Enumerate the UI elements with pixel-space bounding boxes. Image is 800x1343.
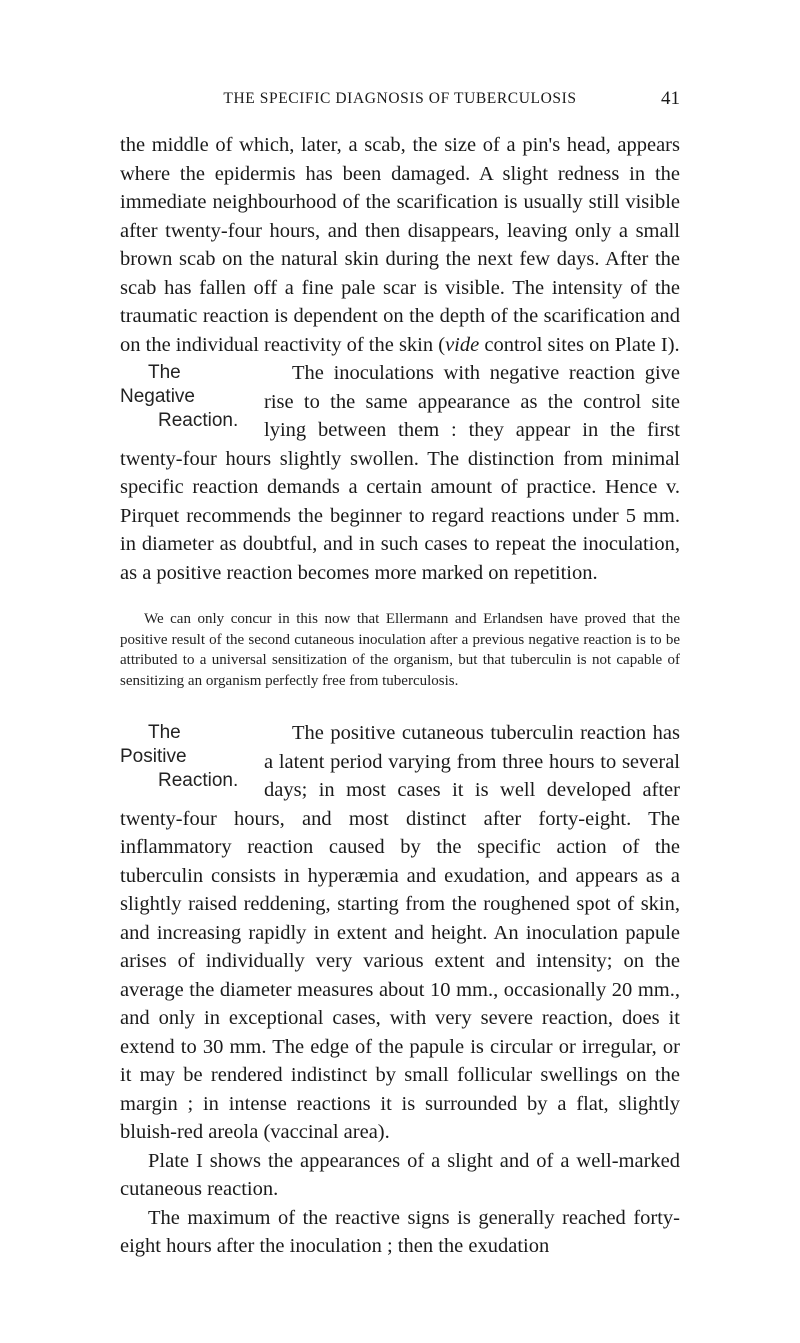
margin-heading-negative-line2: Reaction. — [158, 410, 239, 431]
paragraph-scab-text-a: the middle of which, later, a scab, the size of a pin's head, appears where the epidermis has been damaged. A slight redness in the immediate neighbourhood of the scarification is usually still visible after twenty-four hours, and then disappears, leaving only a small brown scab on the natural skin during the next few days. After the scab has fallen off a fine pale scar is visible. The intensity of the traumatic reaction is dependent on the depth of the scarification and on the individual reactivity of the skin ( — [120, 134, 680, 356]
paragraph-maximum: The maximum of the reactive signs is generally reached forty-eight hours after the inoculation ; then the exudation — [120, 1206, 680, 1257]
paragraph-plate: Plate I shows the appearances of a slight and of a well-marked cutaneous reaction. — [120, 1149, 680, 1200]
page-number: 41 — [661, 88, 680, 109]
body-text — [120, 131, 680, 1261]
paragraph-positive-text: The positive cutaneous tuberculin reaction has a latent period varying from three hours to several days; in most cases it is well developed after twenty-four hours, and most distinct after forty-eight. The inflammatory reaction caused by the specific action of the tuberculin consists in hyperæmia and exudation, and appears as a slightly raised reddening, starting from the roughened spot of skin, and increasing rapidly in extent and height. An inoculation papule arises of individually very various extent and intensity; on the average the diameter measures about 10 mm., occasionally 20 mm., and only in exceptional cases, with very severe reaction, does it extend to 30 mm. The edge of the papule is circular or irregular, or it may be rendered indistinct by small follicular swellings on the margin ; in intense reactions it is surrounded by a flat, slightly bluish-red areola (vaccinal area). — [120, 722, 680, 1143]
paragraph-scab — [120, 131, 680, 359]
page-header — [120, 90, 680, 112]
running-head: THE SPECIFIC DIAGNOSIS OF TUBERCULOSIS — [223, 90, 577, 107]
margin-heading-positive-line2: Reaction. — [158, 770, 239, 791]
margin-heading-positive — [120, 721, 250, 793]
paragraph-negative-text: The inoculations with negative reaction give rise to the same appearance as the control site lying between them : they appear in the first twenty-four hours slightly swollen. The distinction from minimal specific reaction demands a certain amount of practice. Hence v. Pirquet recommends the beginner to regard reactions under 5 mm. in diameter as doubtful, and in such cases to repeat the inoculation, as a positive reaction becomes more marked on repetition. — [120, 362, 680, 584]
margin-heading-positive-line1: The Positive — [120, 722, 187, 767]
margin-heading-negative-line1: The Negative — [120, 362, 195, 407]
paragraph-negative-reaction — [120, 359, 680, 587]
footnote-paragraph: We can only concur in this now that Ellermann and Erlandsen have proved that the positive result of the second cutaneous inoculation after a previous negative reaction is to be attributed to a universal sensitization of the organism, but that tuberculin is not capable of sensitizing an organism perfectly free from tuberculosis. — [120, 611, 680, 689]
paragraph-positive-reaction — [120, 719, 680, 1147]
vide-italic: vide — [445, 333, 480, 356]
paragraph-scab-text-b: control sites on Plate I). — [479, 333, 680, 356]
margin-heading-negative — [120, 361, 250, 433]
